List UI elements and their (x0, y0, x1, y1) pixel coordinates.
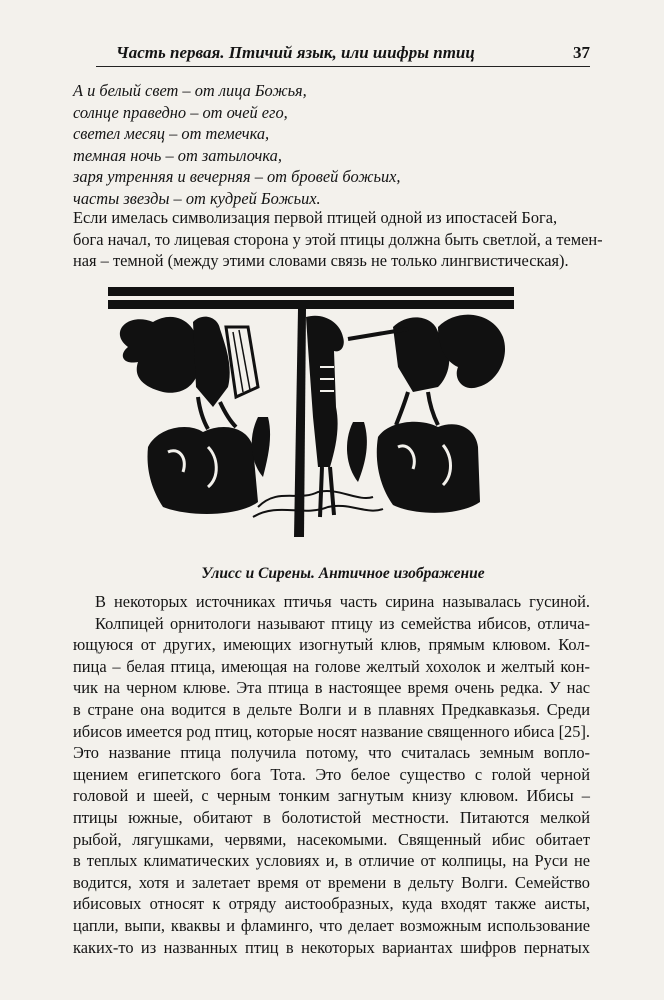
poem (73, 80, 573, 210)
poem-line: часты звезды – от кудрей Божьих. (73, 188, 321, 208)
body-line: Это название птица получила потому, что считалась земным вопло- (73, 743, 590, 763)
body-line: пица – белая птица, имеющая на голове желтый хохолок и желтый кон- (73, 656, 590, 676)
body-line: каких-то из названных птиц в некоторых вариантах шифров пернатых (73, 937, 590, 957)
body-line: в стране она водится в дельте Волги и в плавнях Предкавказья. Среди (73, 699, 590, 719)
body-line: водится, хотя и залетает время от времени в дельту Волги. Семейство (73, 872, 590, 892)
poem-line: солнце праведно – от очей его, (73, 102, 288, 122)
intro-line: бога начал, то лицевая сторона у этой птицы должна быть светлой, а темен- (73, 229, 603, 249)
body-line: ибисов имеется род птиц, которые носят название священного ибиса [25]. (73, 721, 590, 741)
body-line: Колпицей орнитологи называют птицу из семейства ибисов, отлича- (95, 613, 590, 633)
vase-painting-illustration (108, 287, 514, 537)
body-line: в теплых климатических условиях и, в отличие от колпицы, на Руси не (73, 851, 590, 871)
poem-line: светел месяц – от темечка, (73, 124, 270, 144)
body-line: ющуюся от других, имеющих изогнутый клюв, прямым клювом. Кол- (73, 635, 590, 655)
figure-ulysses-sirens (108, 287, 514, 537)
body-line: рыбой, лягушками, червями, насекомыми. Священный ибис обитает (73, 829, 590, 849)
body-line: ибисовых относят к отряду аистообразных, куда входят также аисты, (73, 894, 590, 914)
poem-line: заря утренняя и вечерняя – от бровей божьих, (73, 167, 401, 187)
running-header (96, 40, 590, 67)
running-title: Часть первая. Птичий язык, или шифры птиц (116, 43, 475, 62)
figure-caption: Улисс и Сирены. Античное изображение (201, 565, 485, 582)
body-line: цапли, выпи, кваквы и фламинго, что делает возможным использование (73, 915, 590, 935)
intro-line: Если имелась символизация первой птицей одной из ипостасей Бога, (73, 208, 558, 227)
poem-line: темная ночь – от затылочка, (73, 145, 282, 165)
body-line: В некоторых источниках птичья часть сирина называлась гусиной. (95, 592, 590, 611)
page-number: 37 (573, 43, 590, 62)
body-line: щением египетского бога Тота. Это белое существо с голой черной (73, 764, 590, 784)
poem-line: А и белый свет – от лица Божья, (73, 81, 307, 100)
body-line: птицы южные, обитают в болотистой местности. Питаются мелкой (73, 807, 590, 827)
body-line: головой и шеей, с черным тонким загнутым книзу клювом. Ибисы – (73, 786, 590, 806)
body-text (73, 591, 590, 958)
intro-line: ная – темной (между этими словами связь не только лингвистическая). (73, 251, 569, 271)
intro-paragraph (73, 207, 603, 272)
body-line: чик на черном клюве. Эта птица в настоящее время очень редка. У нас (73, 678, 590, 698)
